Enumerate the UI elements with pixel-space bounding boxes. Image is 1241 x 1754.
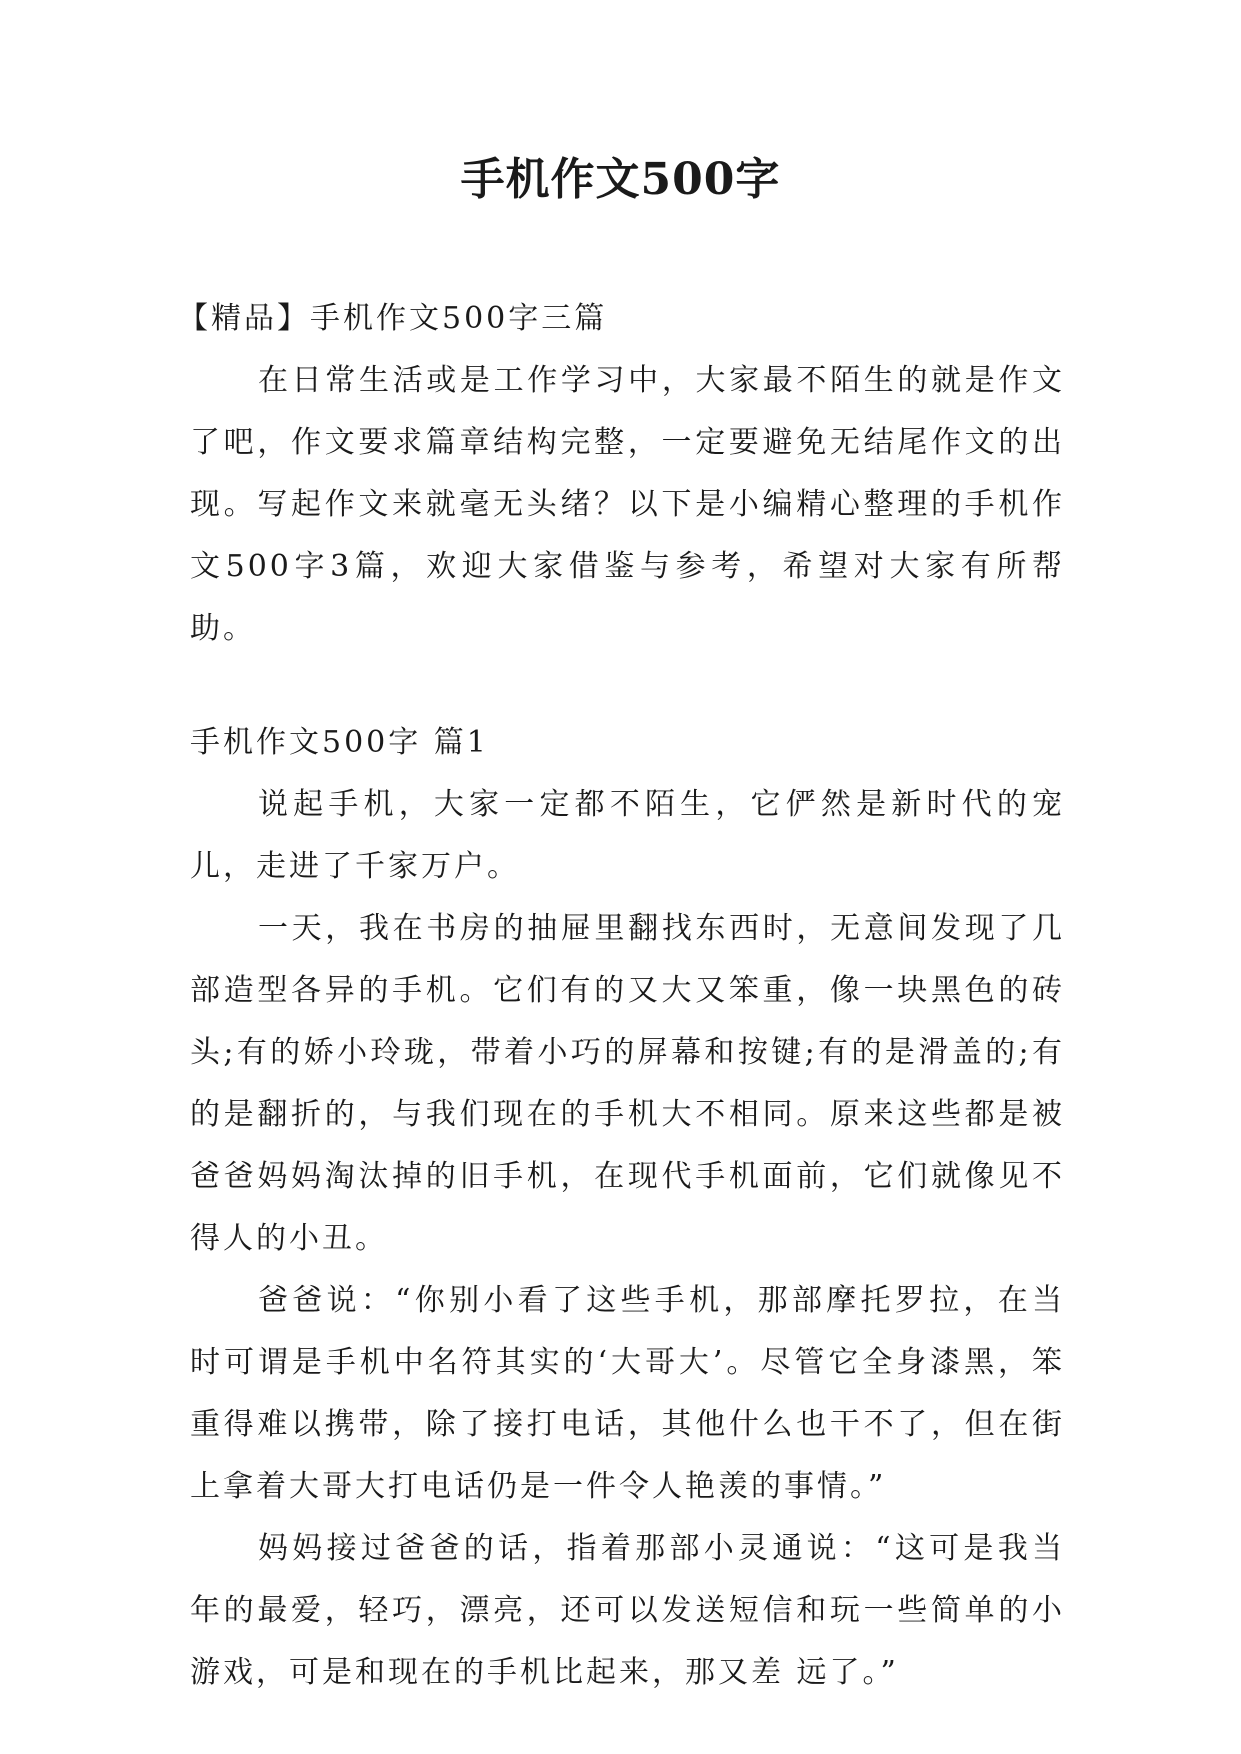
body-paragraph: 爸爸说：“你别小看了这些手机，那部摩托罗拉，在当时可谓是手机中名符其实的‘大哥大’。尽管它全身漆黑，笨重得难以携带，除了接打电话，其他什么也干不了，但在街上拿着大哥大打电话仍是一件令人艳羡的事情。”: [190, 1283, 1065, 1504]
intro-paragraph: 在日常生活或是工作学习中，大家最不陌生的就是作文了吧，作文要求篇章结构完整，一定要避免无结尾作文的出现。写起作文来就毫无头绪？以下是小编精心整理的手机作文500字3篇，欢迎大家借鉴与参考，希望对大家有所帮助。: [190, 363, 1065, 646]
document-subtitle: 【精品】手机作文500字三篇: [178, 301, 608, 336]
document-body: [178, 288, 1065, 1704]
body-paragraph: 妈妈接过爸爸的话，指着那部小灵通说：“这可是我当年的最爱，轻巧，漂亮，还可以发送短信和玩一些简单的小游戏，可是和现在的手机比起来，那又差 远了。”: [190, 1531, 1065, 1690]
section-heading: 手机作文500字 篇1: [190, 725, 489, 760]
body-paragraph: 一天，我在书房的抽屉里翻找东西时，无意间发现了几部造型各异的手机。它们有的又大又笨重，像一块黑色的砖头;有的娇小玲珑，带着小巧的屏幕和按键;有的是滑盖的;有的是翻折的，与我们现在的手机大不相同。原来这些都是被爸爸妈妈淘汰掉的旧手机，在现代手机面前，它们就像见不得人的小丑。: [190, 911, 1065, 1256]
document-title: 手机作文500字: [460, 154, 781, 205]
body-paragraph: 说起手机，大家一定都不陌生，它俨然是新时代的宠儿，走进了千家万户。: [190, 787, 1065, 884]
